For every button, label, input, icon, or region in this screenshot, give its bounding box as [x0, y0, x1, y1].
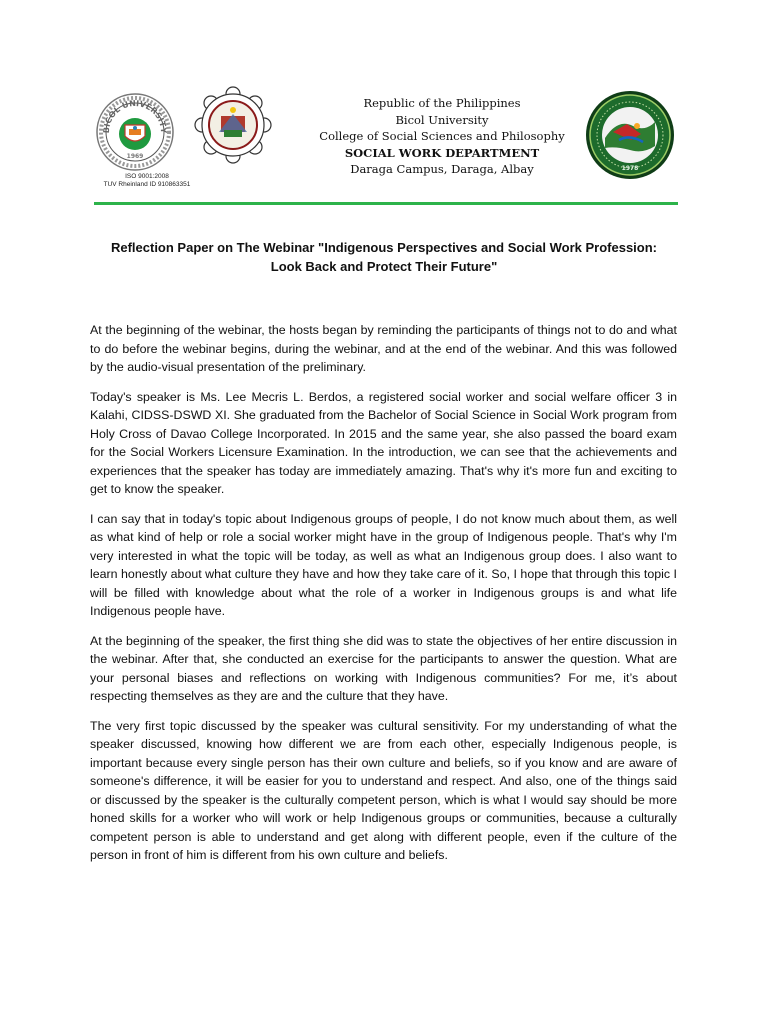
dept-seal-year: 1978: [621, 165, 639, 172]
paragraph: Today's speaker is Ms. Lee Mecris L. Berdos, a registered social worker and social welfare officer 3 in Kalahi, CIDSS-DSWD XI. She graduated from the Bachelor of Social Science in Social Work program from Holy Cross of Davao College Incorporated. In 2015 and the same year, she also passed the board exam for the Social Workers Licensure Examination. In the introduction, we can see that the achievements and experiences that the speaker has today are immediately amazing. That's why it's more fun and exciting to get to know the speaker.: [90, 389, 677, 496]
university-name: Bicol University: [395, 112, 489, 127]
bicol-university-seal: [95, 92, 175, 172]
bicol-university-seal-icon: [95, 92, 175, 172]
college-name: College of Social Sciences and Philosophy: [319, 129, 565, 143]
title-line-1: Reflection Paper on The Webinar "Indigenous Perspectives and Social Work Profession:: [110, 240, 658, 255]
college-seal-icon: [194, 86, 272, 164]
bu-seal-year: 1969: [126, 153, 144, 160]
iso-certification: [92, 173, 202, 189]
header-divider: [94, 202, 678, 205]
college-seal: [194, 86, 272, 164]
letterhead: [0, 0, 768, 210]
department-seal-icon: [583, 88, 677, 182]
title-line-2: Look Back and Protect Their Future": [270, 259, 498, 274]
bu-seal-text: BICOL UNIVERSITY: [101, 98, 169, 134]
paragraph: At the beginning of the webinar, the hosts began by reminding the participants of things not to do and what to do before the webinar begins, during the webinar, and at the end of the webinar. And this was followed by the audio-visual presentation of the preliminary.: [90, 323, 677, 374]
country-name: Republic of the Philippines: [363, 96, 521, 110]
paragraph: I can say that in today's topic about Indigenous groups of people, I do not know much about them, as well as what kind of help or role a social worker might have in the group of Indigenous people. That's why I'm very interested in what the topic will be today, as well as what an Indigenous group does. I also want to learn honestly about what culture they have and how they take care of it. So, I hope that through this topic I will be filled with knowledge about what the role of a worker in Indigenous groups is and what life Indigenous people have.: [90, 511, 677, 618]
paragraph: The very first topic discussed by the speaker was cultural sensitivity. For my understanding of what the speaker discussed, knowing how different we are from each other, especially Indigenous people, is important because every single person has their own culture and beliefs, so if you know and are aware of someone's difference, it will be easier for you to understand and respect. And also, one of the things said or discussed by the speaker is the culturally competent person, which is what I would say should be more honed skills for a worker who will work or help Indigenous groups or communities, because a culturally competent person is able to understand and get along with different people, even if the culture of the person in front of him is different from his own culture and beliefs.: [90, 718, 677, 862]
social-work-department-seal: [583, 88, 677, 182]
iso-line-2: TUV Rheinland ID 910863351: [103, 181, 191, 188]
department-name: SOCIAL WORK DEPARTMENT: [344, 145, 540, 160]
document-title: [70, 238, 698, 276]
paragraph: At the beginning of the speaker, the first thing she did was to state the objectives of her entire discussion in the webinar. After that, she conducted an exercise for the participants to answer the question. What are your personal biases and reflections on working with Indigenous communities? For me, it’s about respecting themselves as they are and the culture that they have.: [90, 633, 677, 703]
document-body: [90, 321, 677, 876]
iso-line-1: ISO 9001:2008: [125, 173, 169, 180]
campus-address: Daraga Campus, Daraga, Albay: [350, 162, 534, 176]
institution-block: [292, 95, 592, 178]
